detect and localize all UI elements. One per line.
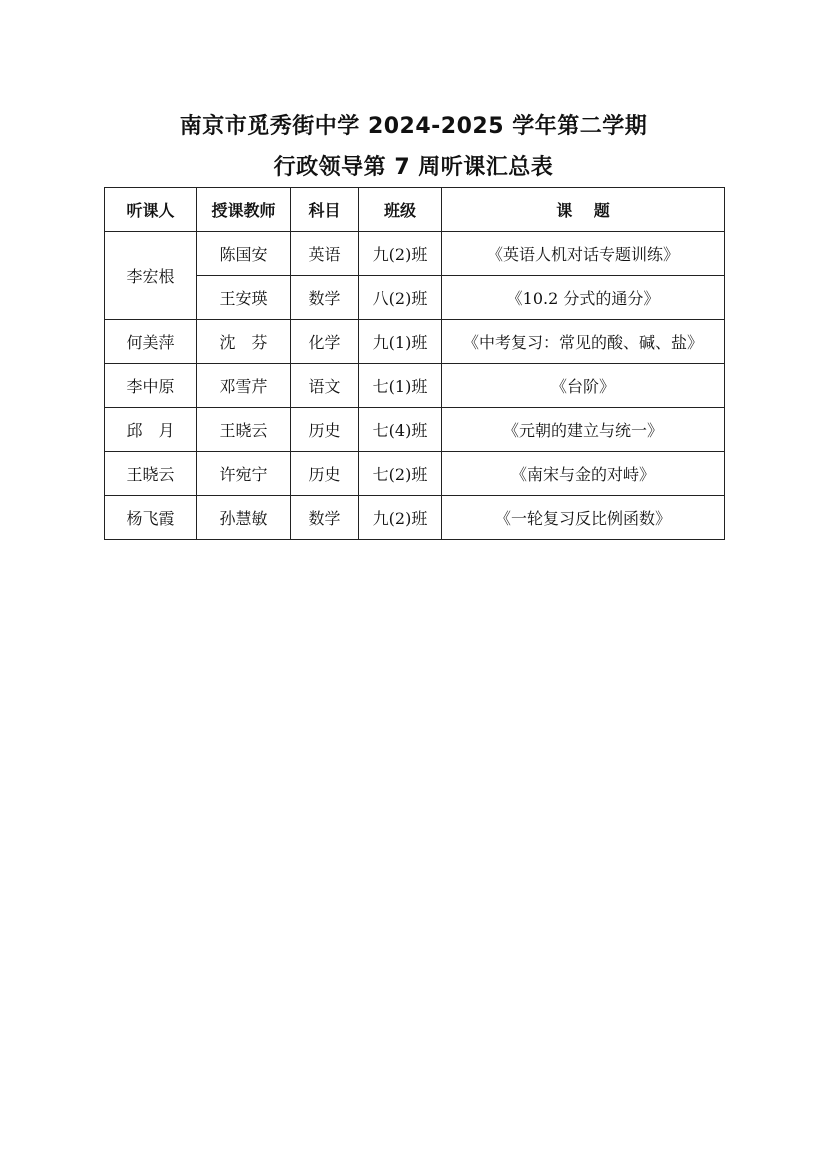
table-header-row [105,188,725,232]
table-row [105,452,725,496]
header-class: 班级 [359,188,442,232]
header-teacher: 授课教师 [197,188,291,232]
cell-topic: 《英语人机对话专题训练》 [442,232,725,276]
cell-topic: 《10.2 分式的通分》 [442,276,725,320]
table-row [105,364,725,408]
cell-topic: 《中考复习：常见的酸、碱、盐》 [442,320,725,364]
cell-teacher: 王晓云 [197,408,291,452]
header-listener: 听课人 [105,188,197,232]
cell-class: 九(2)班 [359,496,442,540]
cell-subject: 数学 [291,276,359,320]
cell-class: 九(1)班 [359,320,442,364]
cell-topic: 《元朝的建立与统一》 [442,408,725,452]
cell-class: 七(1)班 [359,364,442,408]
cell-teacher: 许宛宁 [197,452,291,496]
cell-listener: 何美萍 [105,320,197,364]
table-row [105,276,725,320]
table-row [105,496,725,540]
cell-topic: 《一轮复习反比例函数》 [442,496,725,540]
cell-listener: 李中原 [105,364,197,408]
document-title: 南京市觅秀街中学 2024-2025 学年第二学期 [179,114,648,139]
cell-listener: 李宏根 [105,232,197,320]
cell-class: 七(2)班 [359,452,442,496]
table-row [105,232,725,276]
cell-teacher: 孙慧敏 [197,496,291,540]
cell-subject: 历史 [291,408,359,452]
cell-topic: 《南宋与金的对峙》 [442,452,725,496]
cell-subject: 英语 [291,232,359,276]
header-subject: 科目 [291,188,359,232]
cell-teacher: 王安瑛 [197,276,291,320]
header-topic: 课 题 [442,188,725,232]
lesson-observation-table [104,187,725,540]
cell-listener: 杨飞霞 [105,496,197,540]
cell-subject: 历史 [291,452,359,496]
table-row [105,320,725,364]
cell-class: 七(4)班 [359,408,442,452]
cell-teacher: 陈国安 [197,232,291,276]
document-subtitle: 行政领导第 7 周听课汇总表 [273,155,554,180]
cell-class: 八(2)班 [359,276,442,320]
cell-subject: 数学 [291,496,359,540]
cell-listener: 王晓云 [105,452,197,496]
table-row [105,408,725,452]
cell-teacher: 邓雪芹 [197,364,291,408]
cell-topic: 《台阶》 [442,364,725,408]
cell-teacher: 沈 芬 [197,320,291,364]
cell-class: 九(2)班 [359,232,442,276]
cell-subject: 语文 [291,364,359,408]
cell-subject: 化学 [291,320,359,364]
cell-listener: 邱 月 [105,408,197,452]
